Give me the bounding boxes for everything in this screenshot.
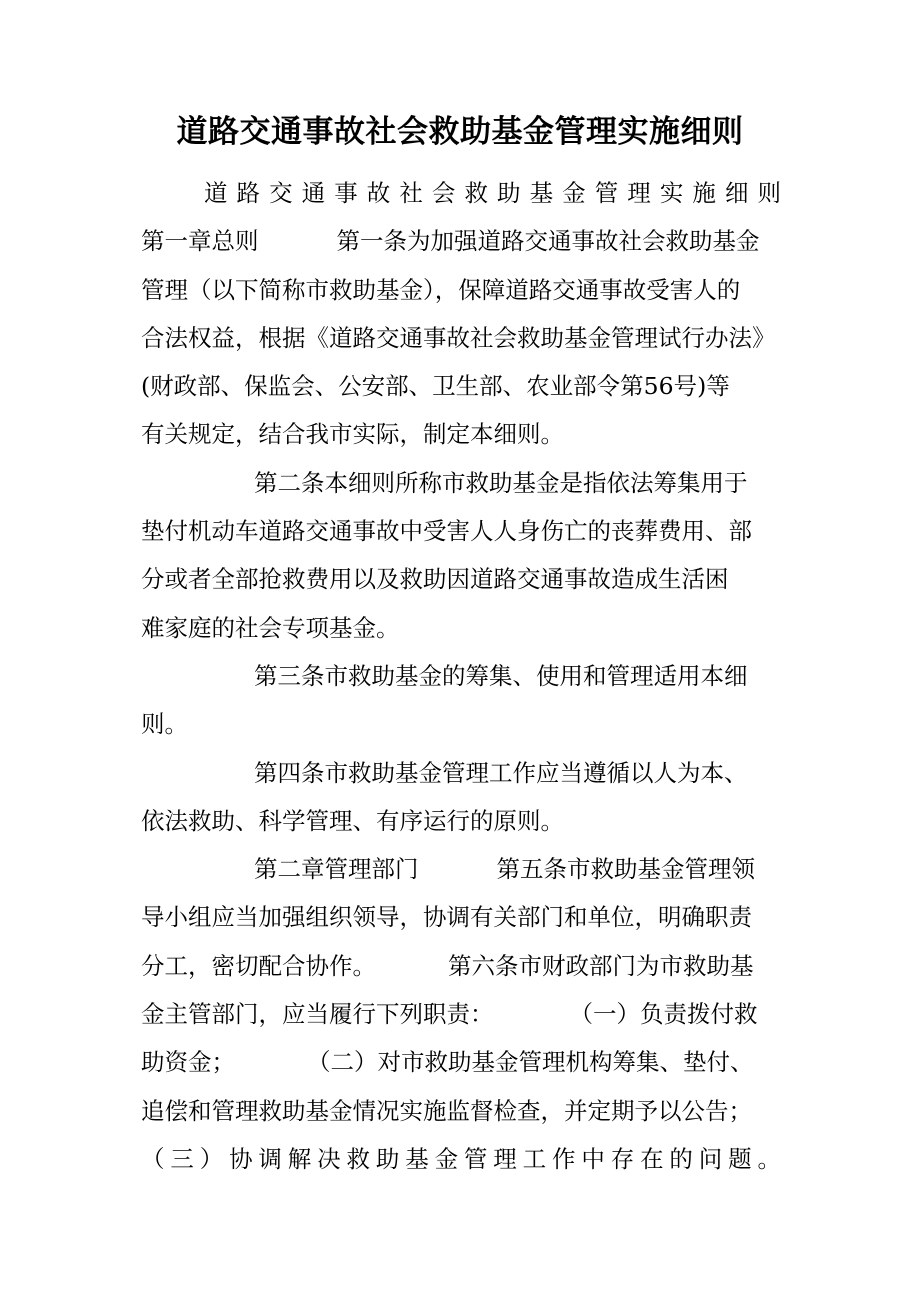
list-item-text: （二）对市救助基金管理机构筹集、垫付、 <box>307 1048 754 1077</box>
document-body <box>141 169 781 1183</box>
text-line: 导小组应当加强组织领导，协调有关部门和单位，明确职责 <box>141 903 752 932</box>
text-line: (财政部、保监会、公安部、卫生部、农业部令第56号)等 <box>141 372 730 401</box>
text-line: 管理（以下简称市救助基金），保障道路交通事故受害人的 <box>141 275 741 304</box>
text-line <box>141 217 781 265</box>
text-line <box>141 845 781 893</box>
article-text: 第五条市救助基金管理领 <box>496 855 755 884</box>
text-line: 垫付机动车道路交通事故中受害人人身伤亡的丧葬费用、部 <box>141 517 752 546</box>
chapter-heading: 第一章总则 <box>141 227 259 256</box>
list-item-text: （一）负责拨付救 <box>569 1000 758 1029</box>
text-line <box>141 1038 781 1086</box>
text-line: 依法救助、科学管理、有序运行的原则。 <box>141 806 564 835</box>
text-line: 道路交通事故社会救助基金管理实施细则 <box>204 179 781 207</box>
article-text: 第一条为加强道路交通事故社会救助基金 <box>336 227 760 256</box>
text-line: 有关规定，结合我市实际，制定本细则。 <box>141 420 564 449</box>
text-line: 难家庭的社会专项基金。 <box>141 613 400 642</box>
article-text: 金主管部门，应当履行下列职责： <box>141 1000 494 1029</box>
document-title: 道路交通事故社会救助基金管理实施细则 <box>176 114 744 150</box>
text-line: 第三条市救助基金的筹集、使用和管理适用本细 <box>254 661 748 690</box>
text-line: （三）协调解决救助基金管理工作中存在的问题。 <box>141 1144 781 1173</box>
text-line: 合法权益，根据《道路交通事故社会救助基金管理试行办法》 <box>141 323 776 352</box>
article-text: 分工，密切配合协作。 <box>141 951 376 980</box>
text-line <box>141 990 781 1038</box>
list-item-text: 助资金； <box>141 1048 235 1077</box>
text-line: 第二条本细则所称市救助基金是指依法筹集用于 <box>254 468 748 497</box>
text-line: 第四条市救助基金管理工作应当遵循以人为本、 <box>254 758 748 787</box>
text-line: 则。 <box>141 710 188 739</box>
chapter-heading: 第二章管理部门 <box>254 855 419 884</box>
text-line: 分或者全部抢救费用以及救助因道路交通事故造成生活困 <box>141 565 729 594</box>
text-line <box>141 942 781 990</box>
article-text: 第六条市财政部门为市救助基 <box>448 951 754 980</box>
text-line: 追偿和管理救助基金情况实施监督检查，并定期予以公告； <box>141 1096 752 1125</box>
